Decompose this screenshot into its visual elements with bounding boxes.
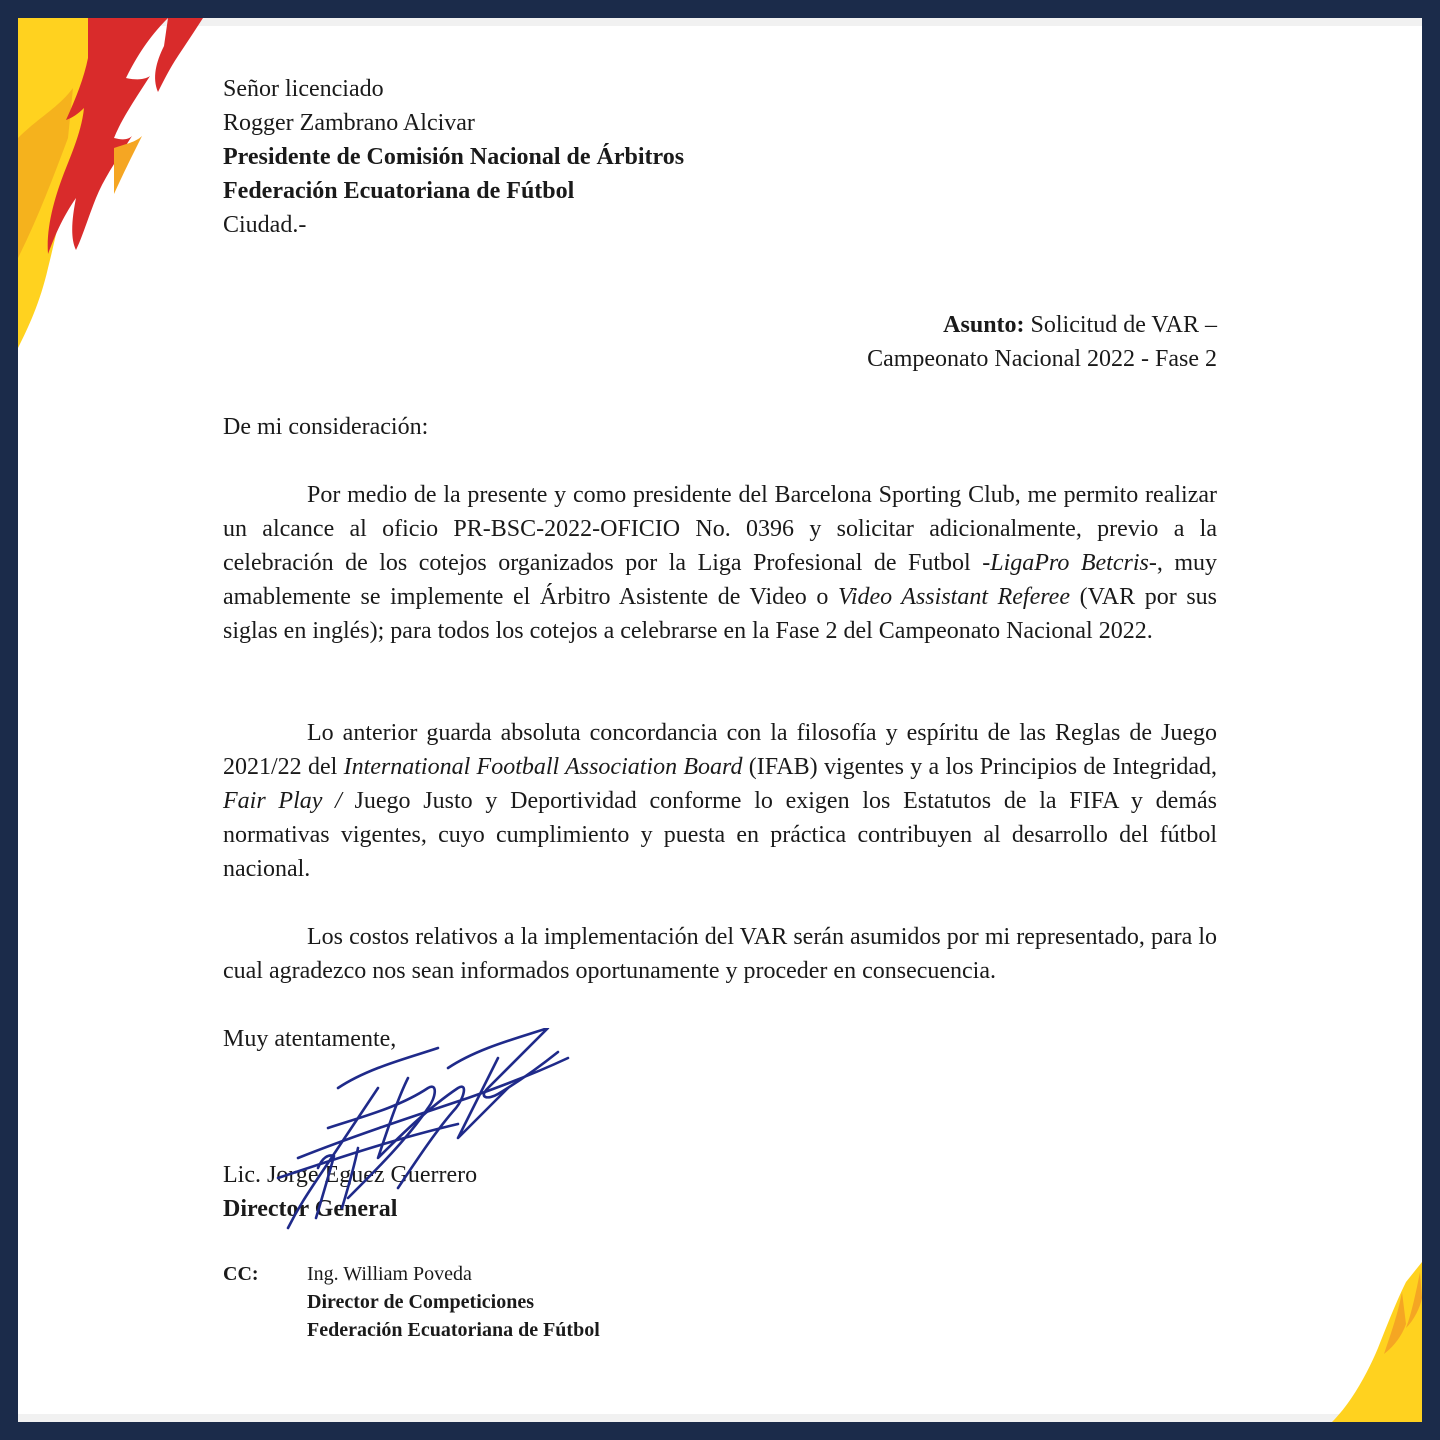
- recipient-city: Ciudad.-: [223, 212, 307, 238]
- paragraph-3-text: Los costos relativos a la implementación del VAR serán asumidos por mi representado, para lo cual agradezco nos sean informados oportunamente y proceder en consecuencia.: [223, 924, 1217, 984]
- page-top-edge: [18, 18, 1422, 26]
- paragraph-2-italic-b: Fair Play /: [223, 788, 342, 814]
- corner-brush-decoration: [1332, 1262, 1422, 1422]
- paragraph-1-text-a: Por medio de la presente y como presidente del Barcelona Sporting Club, me permito realizar un alcance al oficio PR-BSC-2022-OFICIO No. 0396 y solicitar adicionalmente, previo a la celebración de los cotejos organizados por la Liga Profesional de Futbol -: [223, 482, 1217, 576]
- paragraph-1-text-c: (VAR por sus siglas en inglés); para todos los cotejos a celebrarse en la Fase 2 del Campeonato Nacional 2022.: [223, 584, 1218, 644]
- recipient-salutation: Señor licenciado: [223, 76, 384, 102]
- recipient-position: Presidente de Comisión Nacional de Árbitros: [223, 144, 685, 170]
- body-paragraph-2: [223, 716, 1217, 886]
- cc-organization: Federación Ecuatoriana de Fútbol: [307, 1319, 600, 1341]
- paragraph-1-text-b: -, muy amablemente se implemente el Árbitro Asistente de Video o: [223, 550, 1217, 610]
- signer-title: Director General: [223, 1196, 398, 1222]
- paragraph-2-italic-a: International Football Association Board: [343, 754, 743, 780]
- closing: Muy atentamente,: [223, 1026, 397, 1052]
- body-paragraph-3: [223, 920, 1217, 988]
- subject-line-1: [943, 308, 1217, 342]
- paragraph-2-text-b: (IFAB) vigentes y a los Principios de Integridad,: [742, 754, 1217, 780]
- recipient-organization: Federación Ecuatoriana de Fútbol: [223, 178, 575, 204]
- paragraph-1-italic-b: Video Assistant Referee: [837, 584, 1070, 610]
- body-paragraph-1: [223, 478, 1217, 648]
- page-bottom-edge: [18, 1414, 1422, 1422]
- subject-line-2: Campeonato Nacional 2022 - Fase 2: [867, 346, 1217, 372]
- recipient-name: Rogger Zambrano Alcivar: [223, 110, 475, 136]
- subject-label: Asunto:: [943, 312, 1025, 338]
- handwritten-signature: [258, 1028, 578, 1238]
- paragraph-1-italic-a: LigaPro Betcris: [990, 550, 1149, 576]
- cc-label: CC:: [223, 1263, 259, 1285]
- cc-position: Director de Competiciones: [307, 1291, 534, 1313]
- greeting: De mi consideración:: [223, 414, 429, 440]
- subject-text-1: Solicitud de VAR –: [1024, 312, 1217, 338]
- paragraph-2-text-c: Juego Justo y Deportividad conforme lo exigen los Estatutos de la FIFA y demás normativas vigentes, cuyo cumplimiento y puesta en práctica contribuyen al desarrollo del fútbol nacional.: [223, 788, 1217, 882]
- cc-name: Ing. William Poveda: [307, 1263, 472, 1285]
- letterhead-brush-decoration: [18, 18, 218, 348]
- letter-page: [18, 18, 1422, 1422]
- paragraph-2-text-a: Lo anterior guarda absoluta concordancia con la filosofía y espíritu de las Reglas de Juego 2021/22 del: [223, 720, 1217, 780]
- signer-name: Lic. Jorge Eguez Guerrero: [223, 1162, 478, 1188]
